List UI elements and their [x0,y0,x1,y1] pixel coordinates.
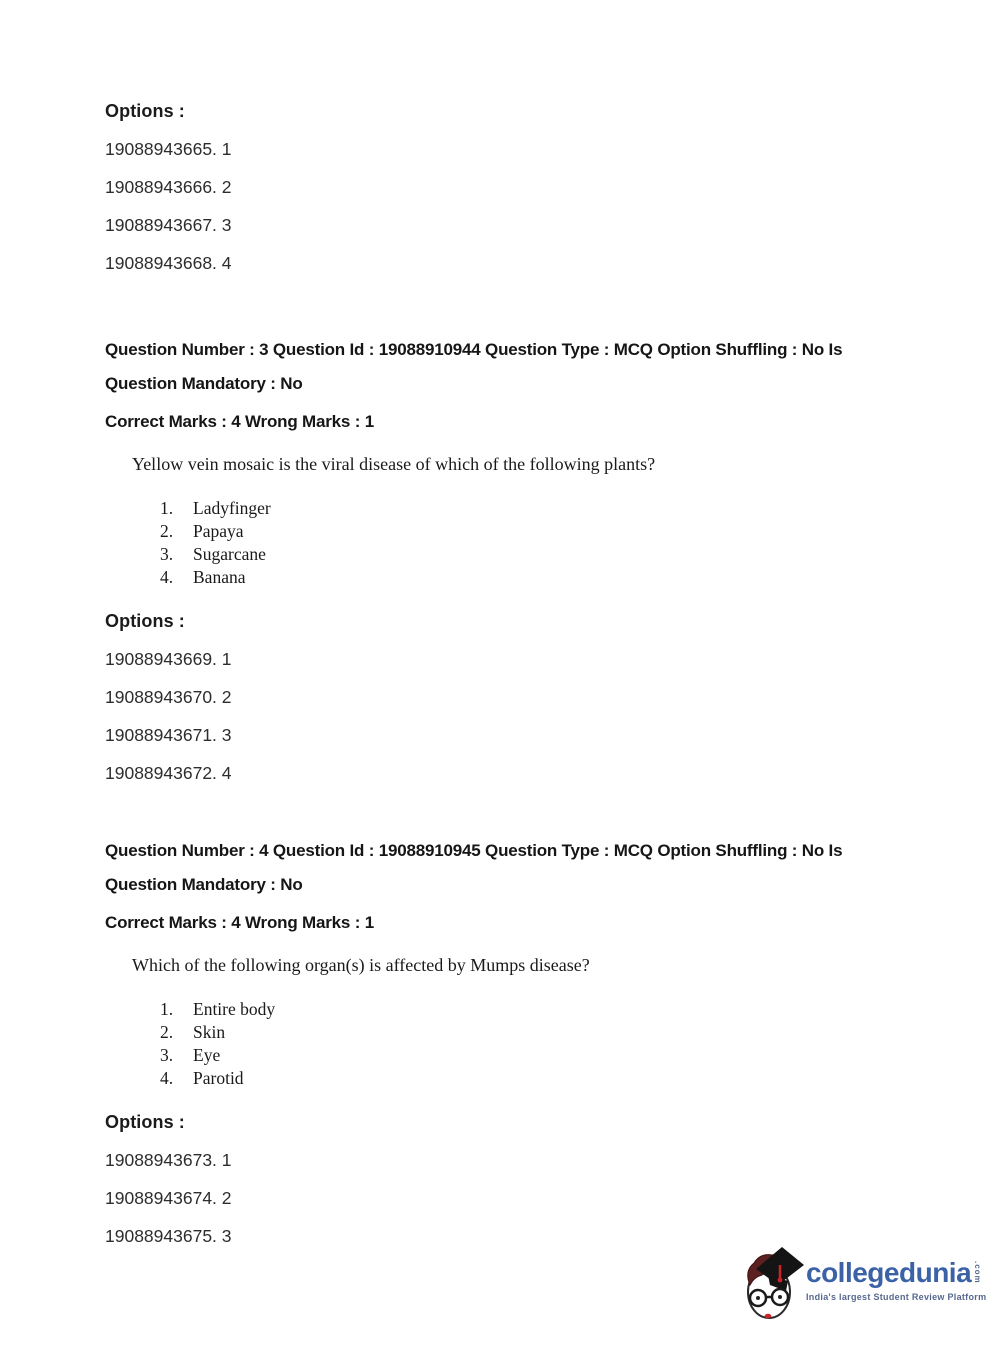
choice-number: 1. [160,498,174,518]
choice-number: 4. [160,567,174,587]
brand-name: collegedunia [806,1257,972,1288]
question-marks: Correct Marks : 4 Wrong Marks : 1 [105,412,374,431]
question-3-block [105,333,940,783]
options-label: Options : [105,101,185,121]
question-header-line: Question Number : 3 Question Id : 19088910944 Question Type : MCQ Option Shuffling : No Is [105,340,843,359]
question-marks: Correct Marks : 4 Wrong Marks : 1 [105,913,374,932]
choice-number: 3. [160,544,174,564]
choice-item [160,566,940,589]
choice-number: 3. [160,1045,174,1065]
choice-item [160,520,940,543]
option-row: 19088943672. 4 [105,763,232,783]
option-row: 19088943673. 1 [105,1150,232,1170]
choice-number: 2. [160,521,174,541]
prev-question-options [105,100,232,273]
choice-text: Parotid [193,1068,244,1088]
choices-list [160,497,940,589]
collegedunia-mascot-icon [742,1245,804,1325]
brand-row [806,1258,986,1288]
collegedunia-logo [742,1245,992,1329]
option-row: 19088943666. 2 [105,177,232,197]
choice-number: 4. [160,1068,174,1088]
choice-text: Eye [193,1045,221,1065]
question-text: Yellow vein mosaic is the viral disease of which of the following plants? [132,454,656,474]
choice-item [160,543,940,566]
choice-item [160,1021,940,1044]
option-row: 19088943671. 3 [105,725,232,745]
question-header-line: Question Mandatory : No [105,875,303,894]
brand-tld: .com [973,1261,983,1284]
logo-text [806,1245,986,1302]
option-row: 19088943674. 2 [105,1188,232,1208]
choice-item [160,998,940,1021]
brand-tagline: India's largest Student Review Platform [806,1292,987,1302]
choice-text: Skin [193,1022,226,1042]
choice-item [160,1067,940,1090]
question-header-line: Question Mandatory : No [105,374,303,393]
choice-number: 1. [160,999,174,1019]
choice-text: Banana [193,567,246,587]
question-options [105,1111,940,1246]
choice-item [160,497,940,520]
options-label: Options : [105,1112,185,1132]
choice-text: Ladyfinger [193,498,271,518]
options-label: Options : [105,611,185,631]
option-row: 19088943668. 4 [105,253,232,273]
choice-text: Entire body [193,999,276,1019]
question-4-block [105,834,940,1246]
option-row: 19088943675. 3 [105,1226,232,1246]
question-text: Which of the following organ(s) is affected by Mumps disease? [132,955,590,975]
choice-number: 2. [160,1022,174,1042]
option-row: 19088943669. 1 [105,649,232,669]
option-row: 19088943670. 2 [105,687,232,707]
choice-text: Sugarcane [193,544,266,564]
choice-text: Papaya [193,521,244,541]
question-options [105,610,940,783]
choices-list [160,998,940,1090]
option-row: 19088943665. 1 [105,139,232,159]
option-row: 19088943667. 3 [105,215,232,235]
choice-item [160,1044,940,1067]
question-header-line: Question Number : 4 Question Id : 19088910945 Question Type : MCQ Option Shuffling : No Is [105,841,843,860]
